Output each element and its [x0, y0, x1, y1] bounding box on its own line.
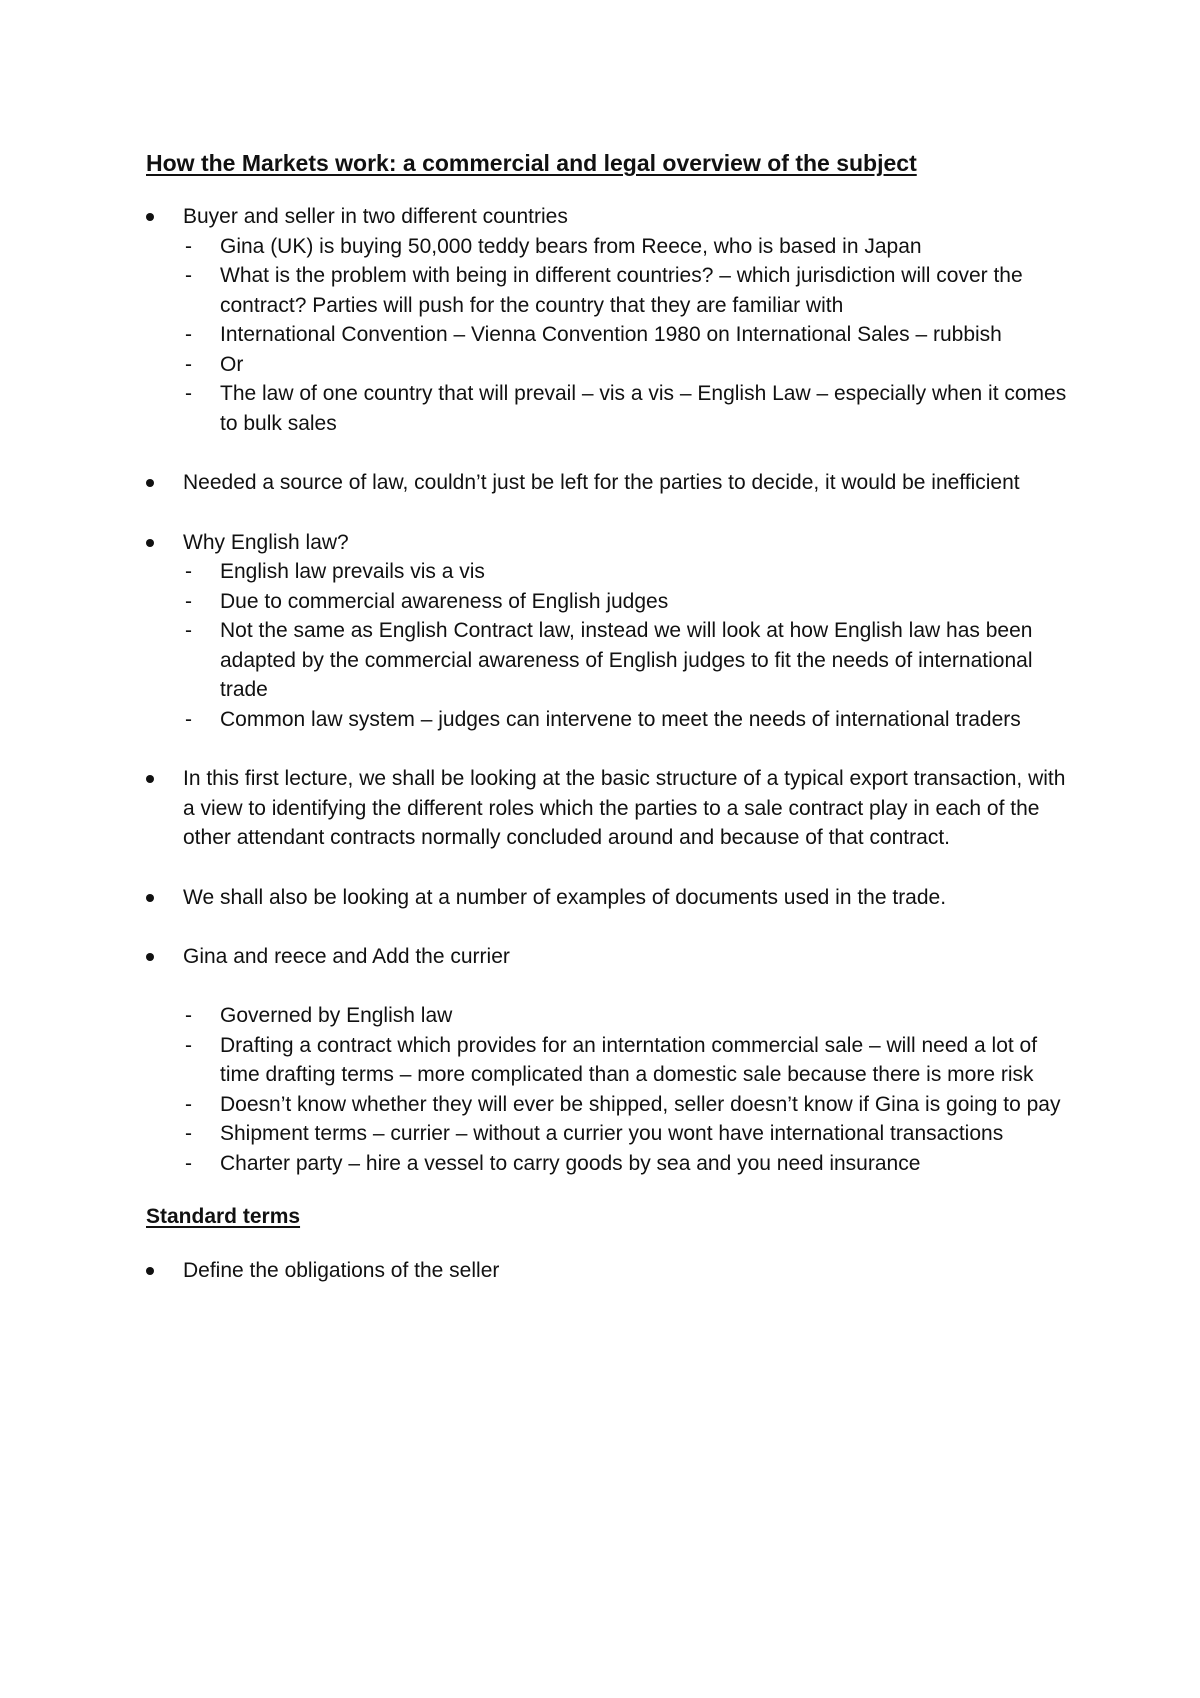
dash-list: [183, 232, 1076, 439]
dash-item: [183, 1031, 1076, 1090]
dash-mark: -: [185, 352, 192, 376]
dash-item: [183, 705, 1076, 735]
dash-item: [183, 350, 1076, 380]
bullet-dot-icon: [146, 953, 154, 961]
bullet-list-standard-terms: [146, 1256, 1076, 1286]
dash-text: Or: [220, 352, 244, 376]
dash-item: [183, 587, 1076, 617]
dash-text: The law of one country that will prevail – vis a vis – English Law – especially when it comes to bulk sales: [220, 382, 1067, 435]
bullet-text: Why English law?: [183, 530, 349, 554]
dash-text: Charter party – hire a vessel to carry goods by sea and you need insurance: [220, 1151, 921, 1175]
dash-item: [183, 261, 1076, 320]
dash-text: Shipment terms – currier – without a currier you wont have international transactions: [220, 1122, 1004, 1145]
bullet-item: [146, 202, 1076, 438]
dash-mark: -: [185, 707, 192, 731]
bullet-text: In this first lecture, we shall be looking at the basic structure of a typical export transaction, with a view to identifying the different roles which the parties to a sale contract play in each of the other attendant contracts normally concluded around and because of that contract.: [183, 767, 1066, 849]
dash-text: Doesn’t know whether they will ever be shipped, seller doesn’t know if Gina is going to pay: [220, 1092, 1061, 1116]
dash-item: [183, 232, 1076, 262]
document-body: [146, 148, 1076, 1285]
document-title: How the Markets work: a commercial and legal overview of the subject: [146, 150, 917, 176]
section-heading-standard-terms: Standard terms: [146, 1205, 301, 1228]
bullet-item: [146, 942, 1076, 1178]
dash-text: Due to commercial awareness of English judges: [220, 589, 669, 613]
dash-item: [183, 557, 1076, 587]
bullet-item: [146, 883, 1076, 913]
dash-item: [183, 616, 1076, 705]
dash-mark: -: [185, 264, 192, 287]
bullet-text: Needed a source of law, couldn’t just be left for the parties to decide, it would be inefficient: [183, 471, 1020, 494]
dash-list: [183, 557, 1076, 734]
dash-text: What is the problem with being in different countries? – which jurisdiction will cover the contract? Parties will push for the country that they are familiar with: [220, 264, 1023, 317]
dash-item: [183, 1149, 1076, 1179]
bullet-dot-icon: [146, 894, 154, 902]
bullet-list-main: [146, 202, 1076, 1178]
bullet-dot-icon: [146, 775, 154, 783]
dash-mark: -: [185, 1151, 192, 1175]
bullet-dot-icon: [146, 539, 154, 547]
dash-item: [183, 1090, 1076, 1120]
dash-item: [183, 320, 1076, 350]
dash-mark: -: [185, 234, 192, 258]
bullet-text: We shall also be looking at a number of examples of documents used in the trade.: [183, 885, 947, 909]
dash-text: International Convention – Vienna Convention 1980 on International Sales – rubbish: [220, 323, 1002, 346]
dash-mark: -: [185, 1033, 192, 1057]
dash-text: Gina (UK) is buying 50,000 teddy bears from Reece, who is based in Japan: [220, 234, 922, 258]
bullet-item: [146, 528, 1076, 735]
bullet-text: Define the obligations of the seller: [183, 1258, 500, 1282]
dash-text: Drafting a contract which provides for an interntation commercial sale – will need a lot of time drafting terms – more complicated than a domestic sale because there is more risk: [220, 1033, 1038, 1086]
bullet-item: [146, 1256, 1076, 1286]
dash-mark: -: [185, 1092, 192, 1116]
bullet-text: Gina and reece and Add the currier: [183, 945, 510, 968]
dash-mark: -: [185, 1122, 192, 1145]
dash-mark: -: [185, 619, 192, 642]
dash-mark: -: [185, 382, 192, 405]
bullet-dot-icon: [146, 213, 154, 221]
dash-mark: -: [185, 323, 192, 346]
bullet-item: [146, 468, 1076, 498]
dash-text: Common law system – judges can intervene to meet the needs of international traders: [220, 707, 1021, 731]
dash-text: English law prevails vis a vis: [220, 560, 485, 583]
dash-item: [183, 1001, 1076, 1031]
dash-text: Governed by English law: [220, 1004, 453, 1027]
dash-item: [183, 379, 1076, 438]
dash-mark: -: [185, 1004, 192, 1027]
bullet-text: Buyer and seller in two different countries: [183, 205, 568, 228]
bullet-dot-icon: [146, 479, 154, 487]
dash-text: Not the same as English Contract law, instead we will look at how English law has been adapted by the commercial awareness of English judges to fit the needs of international trade: [220, 619, 1033, 701]
dash-list: [183, 1001, 1076, 1178]
dash-mark: -: [185, 560, 192, 583]
bullet-dot-icon: [146, 1267, 154, 1275]
bullet-item: [146, 764, 1076, 853]
dash-item: [183, 1119, 1076, 1149]
dash-mark: -: [185, 589, 192, 613]
